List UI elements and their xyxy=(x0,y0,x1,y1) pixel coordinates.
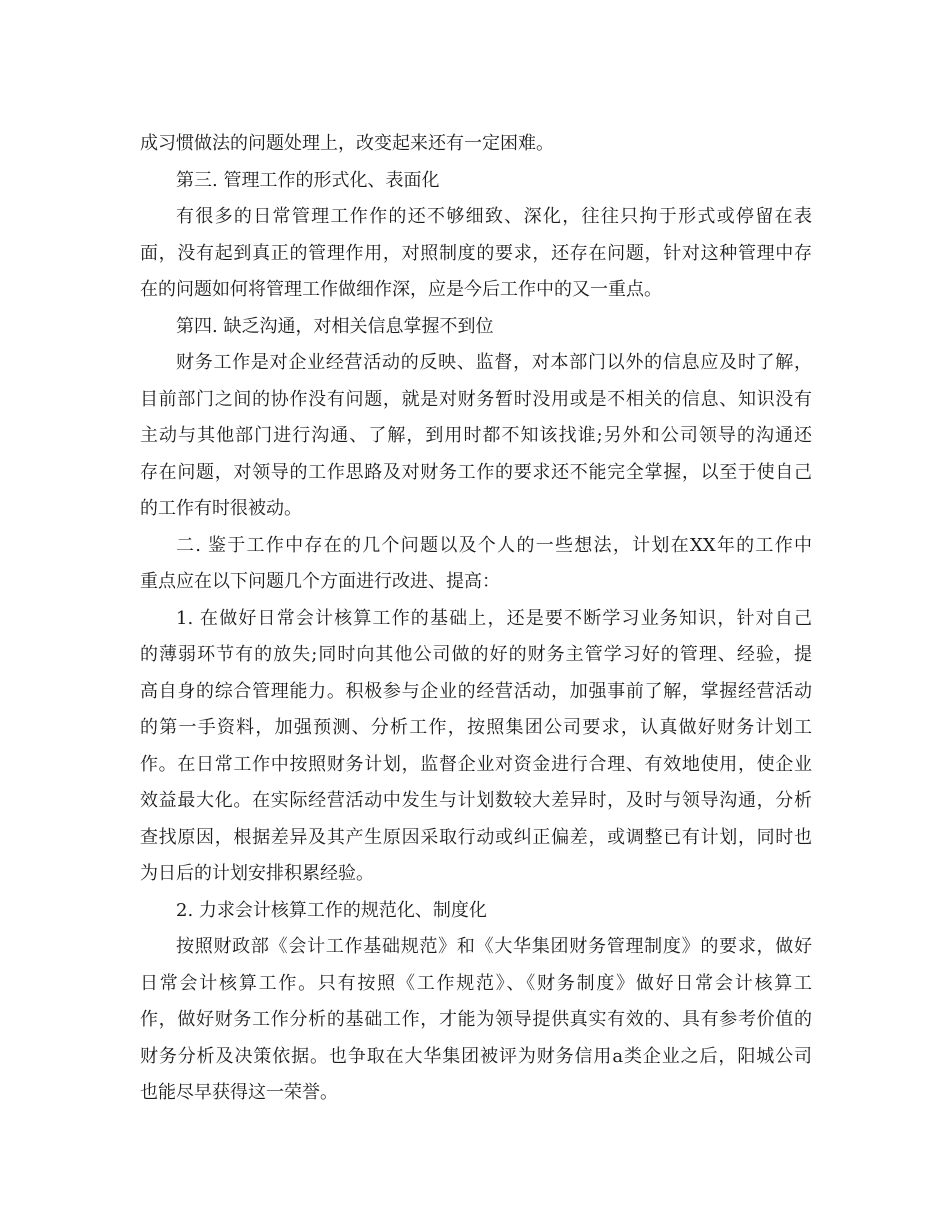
text-line: 作。在日常工作中按照财务计划，监督企业对资金进行合理、有效地使用，使企业 xyxy=(140,753,812,775)
text-line: 财务分析及决策依据。也争取在大华集团被评为财务信用a类企业之后，阳城公司 xyxy=(140,1045,812,1067)
text-line: 也能尽早获得这一荣誉。 xyxy=(140,1082,338,1103)
text-line: 1. 在做好日常会计核算工作的基础上，还是要不断学习业务知识，针对自己 xyxy=(176,607,812,629)
text-line: 有很多的日常管理工作作的还不够细致、深化，往往只拘于形式或停留在表 xyxy=(176,206,812,227)
text-line: 成习惯做法的问题处理上，改变起来还有一定困难。 xyxy=(140,133,554,154)
text-line: 主动与其他部门进行沟通、了解，到用时都不知该找谁;另外和公司领导的沟通还 xyxy=(140,425,812,446)
text-line: 目前部门之间的协作没有问题，就是对财务暂时没用或是不相关的信息、知识没有 xyxy=(140,388,812,410)
text-line: 第四. 缺乏沟通，对相关信息掌握不到位 xyxy=(176,315,494,337)
text-line: 在的问题如何将管理工作做细作深，应是今后工作中的又一重点。 xyxy=(140,279,662,300)
text-line: 按照财政部《会计工作基础规范》和《大华集团财务管理制度》的要求，做好 xyxy=(176,936,812,957)
text-line: 重点应在以下问题几个方面进行改进、提高： xyxy=(140,571,500,592)
document-body xyxy=(140,126,812,1112)
text-line: 的工作有时很被动。 xyxy=(140,498,302,519)
text-line: 第三. 管理工作的形式化、表面化 xyxy=(176,169,440,191)
text-line: 效益最大化。在实际经营活动中发生与计划数较大差异时，及时与领导沟通，分析 xyxy=(140,790,812,811)
text-line: 的薄弱环节有的放失;同时向其他公司做的好的财务主管学习好的管理、经验，提 xyxy=(140,644,812,665)
text-line: 面，没有起到真正的管理作用，对照制度的要求，还存在问题，针对这种管理中存 xyxy=(140,242,812,264)
text-line: 二. 鉴于工作中存在的几个问题以及个人的一些想法，计划在XX年的工作中 xyxy=(176,534,812,556)
text-line: 高自身的综合管理能力。积极参与企业的经营活动，加强事前了解，掌握经营活动 xyxy=(140,680,812,702)
text-line: 作，做好财务工作分析的基础工作，才能为领导提供真实有效的、具有参考价值的 xyxy=(140,1009,812,1030)
text-line: 查找原因，根据差异及其产生原因采取行动或纠正偏差，或调整已有计划，同时也 xyxy=(140,826,812,848)
text-line: 财务工作是对企业经营活动的反映、监督，对本部门以外的信息应及时了解， xyxy=(176,352,812,373)
text-line: 2. 力求会计核算工作的规范化、制度化 xyxy=(176,899,487,921)
text-line: 日常会计核算工作。只有按照《工作规范》、《财务制度》做好日常会计核算工 xyxy=(140,972,812,994)
text-line: 的第一手资料，加强预测、分析工作，按照集团公司要求，认真做好财务计划工 xyxy=(140,717,812,738)
text-line: 存在问题，对领导的工作思路及对财务工作的要求还不能完全掌握，以至于使自己 xyxy=(140,461,812,483)
text-line: 为日后的计划安排积累经验。 xyxy=(140,863,374,884)
